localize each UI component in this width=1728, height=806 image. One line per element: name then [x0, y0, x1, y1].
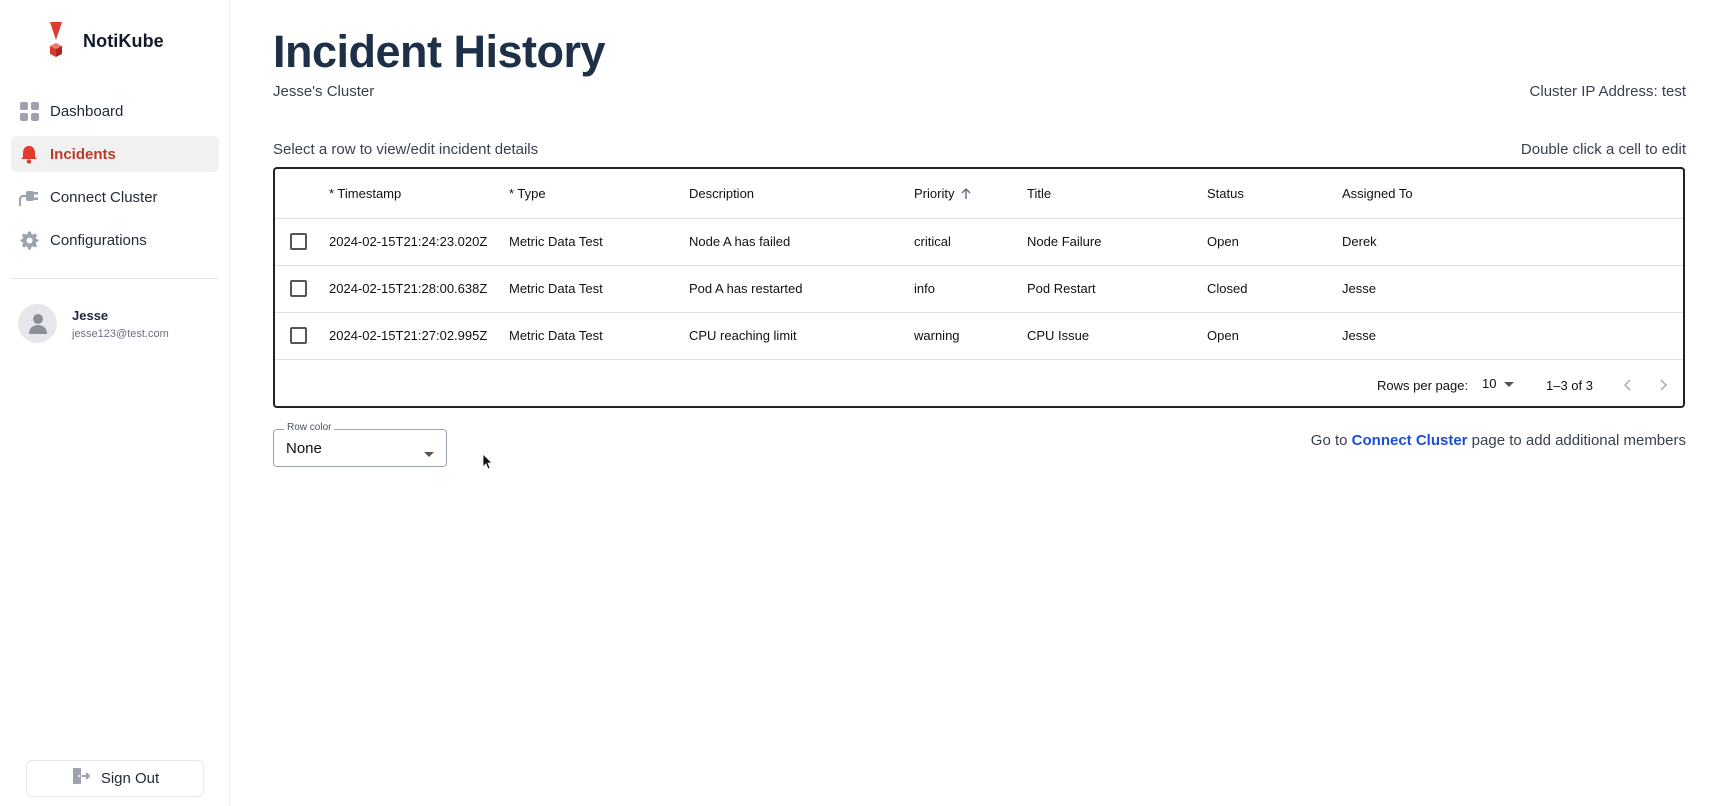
gear-icon	[19, 230, 39, 250]
table-pagination	[275, 362, 1683, 408]
cell-priority[interactable]: info	[914, 281, 935, 296]
cluster-name: Jesse's Cluster	[273, 83, 375, 100]
cell-assigned-to[interactable]: Jesse	[1342, 328, 1376, 343]
table-header	[275, 169, 1683, 219]
rows-per-page-value: 10	[1482, 376, 1497, 391]
cell-timestamp[interactable]: 2024-02-15T21:24:23.020Z	[329, 234, 488, 249]
notikube-logo-icon	[46, 22, 66, 60]
column-header-assigned-to[interactable]: Assigned To	[1342, 186, 1413, 201]
cell-type[interactable]: Metric Data Test	[509, 281, 603, 296]
connect-cluster-link[interactable]: Connect Cluster	[1351, 432, 1468, 449]
sidebar-item-incidents[interactable]	[11, 136, 219, 172]
row-checkbox[interactable]	[290, 233, 307, 250]
caret-down-icon	[424, 445, 434, 463]
sign-out-icon	[71, 766, 91, 791]
sort-ascending-icon[interactable]	[960, 187, 972, 200]
cell-assigned-to[interactable]: Jesse	[1342, 281, 1376, 296]
column-header-priority[interactable]	[914, 186, 972, 201]
table-row[interactable]	[275, 219, 1683, 266]
sidebar-item-dashboard[interactable]	[11, 93, 219, 129]
previous-page-button[interactable]	[1617, 374, 1639, 396]
cell-description[interactable]: Node A has failed	[689, 234, 791, 249]
cell-assigned-to[interactable]: Derek	[1342, 234, 1377, 249]
members-note-prefix: Go to	[1310, 432, 1352, 449]
edit-cell-hint: Double click a cell to edit	[1520, 141, 1686, 158]
chevron-left-icon	[1624, 379, 1632, 391]
column-header-description[interactable]: Description	[689, 186, 755, 201]
sidebar-item-label: Incidents	[50, 145, 116, 163]
app-name: NotiKube	[83, 30, 164, 51]
incident-table	[273, 167, 1685, 408]
row-color-select[interactable]	[273, 422, 447, 467]
rows-per-page-select[interactable]	[1482, 376, 1514, 391]
sidebar-item-connect-cluster[interactable]	[11, 179, 219, 215]
cell-description[interactable]: CPU reaching limit	[689, 328, 797, 343]
row-checkbox[interactable]	[290, 327, 307, 344]
cell-status[interactable]: Open	[1207, 234, 1239, 249]
sidebar-item-configurations[interactable]	[11, 222, 219, 258]
user-profile[interactable]	[18, 304, 169, 343]
user-name: Jesse	[72, 307, 109, 323]
sign-out-label: Sign Out	[100, 770, 160, 787]
row-color-label: Row color	[284, 422, 334, 433]
cell-timestamp[interactable]: 2024-02-15T21:27:02.995Z	[329, 328, 488, 343]
plug-icon	[19, 187, 39, 207]
user-email: jesse123@test.com	[72, 327, 169, 340]
brand[interactable]	[46, 22, 164, 60]
dashboard-icon	[19, 101, 39, 121]
chevron-right-icon	[1659, 379, 1667, 391]
cell-priority[interactable]: critical	[914, 234, 951, 249]
cell-status[interactable]: Closed	[1207, 281, 1248, 296]
avatar	[18, 304, 57, 343]
sidebar-item-label: Connect Cluster	[50, 188, 158, 206]
members-note-suffix: page to add additional members	[1467, 432, 1686, 449]
caret-down-icon	[1504, 376, 1514, 391]
cell-title[interactable]: CPU Issue	[1027, 328, 1090, 343]
cell-type[interactable]: Metric Data Test	[509, 234, 603, 249]
sidebar-divider	[11, 278, 219, 279]
column-header-type[interactable]: * Type	[509, 186, 546, 201]
row-color-value: None	[286, 440, 322, 457]
table-row[interactable]	[275, 313, 1683, 360]
cell-timestamp[interactable]: 2024-02-15T21:28:00.638Z	[329, 281, 488, 296]
column-header-timestamp[interactable]: * Timestamp	[329, 186, 402, 201]
row-checkbox[interactable]	[290, 280, 307, 297]
pagination-range: 1–3 of 3	[1546, 378, 1593, 393]
sidebar-nav	[11, 93, 219, 265]
sidebar-item-label: Dashboard	[50, 102, 124, 120]
rows-per-page-label: Rows per page:	[1377, 378, 1469, 393]
cell-description[interactable]: Pod A has restarted	[689, 281, 803, 296]
table-row[interactable]	[275, 266, 1683, 313]
column-header-status[interactable]: Status	[1207, 186, 1244, 201]
cell-title[interactable]: Node Failure	[1027, 234, 1102, 249]
page-title: Incident History	[273, 26, 606, 77]
next-page-button[interactable]	[1652, 374, 1674, 396]
cell-status[interactable]: Open	[1207, 328, 1239, 343]
cell-type[interactable]: Metric Data Test	[509, 328, 603, 343]
sidebar-item-label: Configurations	[50, 231, 147, 249]
column-header-label: Priority	[914, 186, 955, 201]
sign-out-button[interactable]	[26, 760, 204, 797]
select-row-hint: Select a row to view/edit incident details	[273, 141, 539, 158]
bell-icon	[19, 144, 39, 164]
cell-title[interactable]: Pod Restart	[1027, 281, 1096, 296]
user-info	[72, 308, 169, 340]
column-header-title[interactable]: Title	[1027, 186, 1052, 201]
mouse-cursor-icon	[483, 454, 493, 475]
cell-priority[interactable]: warning	[914, 328, 960, 343]
user-icon	[28, 313, 48, 335]
cluster-ip-address: Cluster IP Address: test	[1529, 83, 1686, 100]
members-note	[1311, 432, 1686, 449]
sidebar	[0, 0, 230, 806]
main-content	[273, 0, 1686, 806]
